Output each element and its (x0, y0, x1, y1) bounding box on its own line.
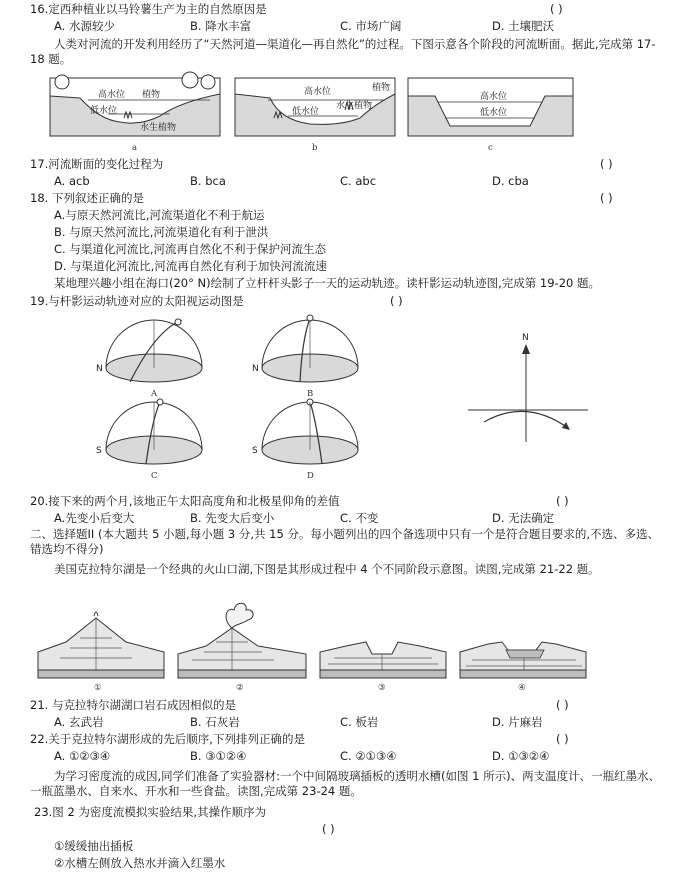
a-label-low: 低水位 (90, 106, 118, 116)
compass-n: N (522, 333, 529, 343)
q22-stem: 22.关于克拉特尔湖形成的先后顺序,下列排列正确的是 (30, 732, 305, 746)
c-label-low: 低水位 (480, 108, 508, 118)
q20-answer-paren: ( ) (556, 494, 569, 508)
q17-option-a: A. acb (54, 174, 90, 188)
a-label-plant: 植物 (142, 90, 161, 100)
stage-1 (38, 612, 164, 678)
caption-stage-2: ② (236, 683, 244, 693)
caption-sun-c: C (151, 471, 158, 481)
q22-answer-paren: ( ) (556, 732, 569, 746)
q16-option-a: A. 水源较少 (54, 19, 115, 33)
q20-stem: 20.接下来的两个月,该地正午太阳高度角和北极星仰角的差值 (30, 494, 340, 508)
b-label-low: 低水位 (292, 107, 320, 117)
q17-option-d: D. cba (492, 174, 529, 188)
q22-option-a: A. ①②③④ (54, 749, 111, 763)
q19-stem: 19.与杆影运动轨迹对应的太阳视运动图是 (30, 294, 244, 308)
section-a (50, 72, 220, 136)
crater-lake-figure (36, 598, 596, 692)
shadow-track-diagram (468, 344, 588, 442)
q20-option-b: B. 先变大后变小 (190, 511, 275, 525)
q18-option-a: A.与原天然河流比,河流渠道化不利于航运 (54, 208, 265, 222)
q21-stem: 21. 与克拉特尔湖湖口岩石成因相似的是 (30, 698, 236, 712)
q17-stem: 17.河流断面的变化过程为 (30, 157, 164, 171)
q18-option-d: D. 与渠道化河流比,河流再自然化有利于加快河流流速 (54, 259, 327, 273)
q17-option-c: C. abc (340, 174, 377, 188)
q20-option-a: A.先变小后变大 (54, 511, 135, 525)
sun-b-dir-n: N (252, 364, 259, 374)
caption-stage-1: ① (94, 683, 102, 693)
q18-answer-paren: ( ) (600, 191, 613, 205)
q18-stem: 18. 下列叙述正确的是 (30, 191, 144, 205)
sun-path-figure (96, 310, 616, 492)
a-label-aquatic: 水生植物 (140, 123, 177, 133)
sun-a-dir-n: N (96, 364, 103, 374)
q20-option-d: D. 无法确定 (492, 511, 555, 525)
q16-option-c: C. 市场广阔 (340, 19, 402, 33)
section-2-header: 二、选择题II (本大题共 5 小题,每小题 3 分,共 15 分。每小题列出的四个备选项中只有一个是符合题目要求的,不选、多选、错选均不得分) (30, 527, 660, 556)
hemisphere-d (262, 399, 358, 464)
q20-option-c: C. 不变 (340, 511, 379, 525)
q21-option-a: A. 玄武岩 (54, 715, 104, 729)
b-label-aquatic: 水生植物 (336, 101, 373, 111)
stage-2 (178, 603, 306, 678)
sun-c-dir-s: S (96, 446, 102, 456)
river-intro: 人类对河流的开发利用经历了“天然河道—渠道化—再自然化”的过程。下图示意各个阶段的河流断面。据此,完成第 17-18 题。 (30, 37, 656, 66)
q16-option-d: D. 土壤肥沃 (492, 19, 555, 33)
q16-stem: 16.定西种植业以马铃薯生产为主的自然原因是 (30, 2, 267, 16)
lake-intro: 美国克拉特尔湖是一个经典的火山口湖,下图是其形成过程中 4 个不同阶段示意图。读图,完成第 21-22 题。 (54, 562, 600, 576)
section-c (408, 78, 573, 136)
b-label-plant: 植物 (372, 83, 391, 93)
stage-4 (460, 642, 586, 678)
q23-step-2: ②水槽左侧放入热水并滴入红墨水 (54, 856, 226, 870)
caption-c: c (488, 143, 493, 153)
c-label-high: 高水位 (480, 92, 508, 102)
q22-option-d: D. ①③②④ (492, 749, 550, 763)
q22-option-b: B. ③①②④ (190, 749, 247, 763)
q23-step-1: ①缓缓抽出插板 (54, 839, 134, 853)
q17-answer-paren: ( ) (600, 157, 613, 171)
q16-answer-paren: ( ) (550, 2, 563, 16)
river-section-figure (40, 70, 600, 154)
caption-b: b (312, 143, 318, 153)
q16-option-b: B. 降水丰富 (190, 19, 252, 33)
q18-option-b: B. 与原天然河流比,河流渠道化有利于泄洪 (54, 225, 269, 239)
caption-a: a (132, 143, 138, 153)
q21-option-b: B. 石灰岩 (190, 715, 240, 729)
caption-sun-a: A (151, 389, 158, 399)
q21-answer-paren: ( ) (556, 698, 569, 712)
q17-option-b: B. bca (190, 174, 226, 188)
density-intro: 为学习密度流的成因,同学们准备了实验器材:一个中间隔玻璃插板的透明水槽(如图 1 所示)、两支温度计、一瓶红墨水、一瓶蓝墨水、自来水、开水和一些食盐。读图,完成第 23-24 题。 (30, 769, 661, 798)
q23-answer-paren: ( ) (322, 822, 335, 836)
caption-sun-d: D (307, 471, 314, 481)
q18-option-c: C. 与渠道化河流比,河流再自然化不利于保护河流生态 (54, 242, 326, 256)
a-label-high: 高水位 (98, 90, 126, 100)
caption-stage-3: ③ (378, 683, 386, 693)
hemisphere-b (262, 315, 358, 382)
q23-stem: 23.图 2 为密度流模拟实验结果,其操作顺序为 (34, 805, 267, 819)
hemisphere-c (106, 399, 202, 464)
shadow-intro: 某地理兴趣小组在海口(20° N)绘制了立杆杆头影子一天的运动轨迹。读杆影运动轨迹图,完成第 19-20 题。 (54, 276, 600, 290)
stage-3 (320, 642, 446, 678)
caption-stage-4: ④ (518, 683, 526, 693)
q19-answer-paren: ( ) (390, 294, 403, 308)
hemisphere-a (106, 319, 202, 382)
sun-d-dir-s: S (252, 446, 258, 456)
q22-option-c: C. ②①③④ (340, 749, 397, 763)
b-label-high: 高水位 (304, 87, 332, 97)
q21-option-c: C. 板岩 (340, 715, 379, 729)
q21-option-d: D. 片麻岩 (492, 715, 543, 729)
caption-sun-b: B (307, 389, 314, 399)
